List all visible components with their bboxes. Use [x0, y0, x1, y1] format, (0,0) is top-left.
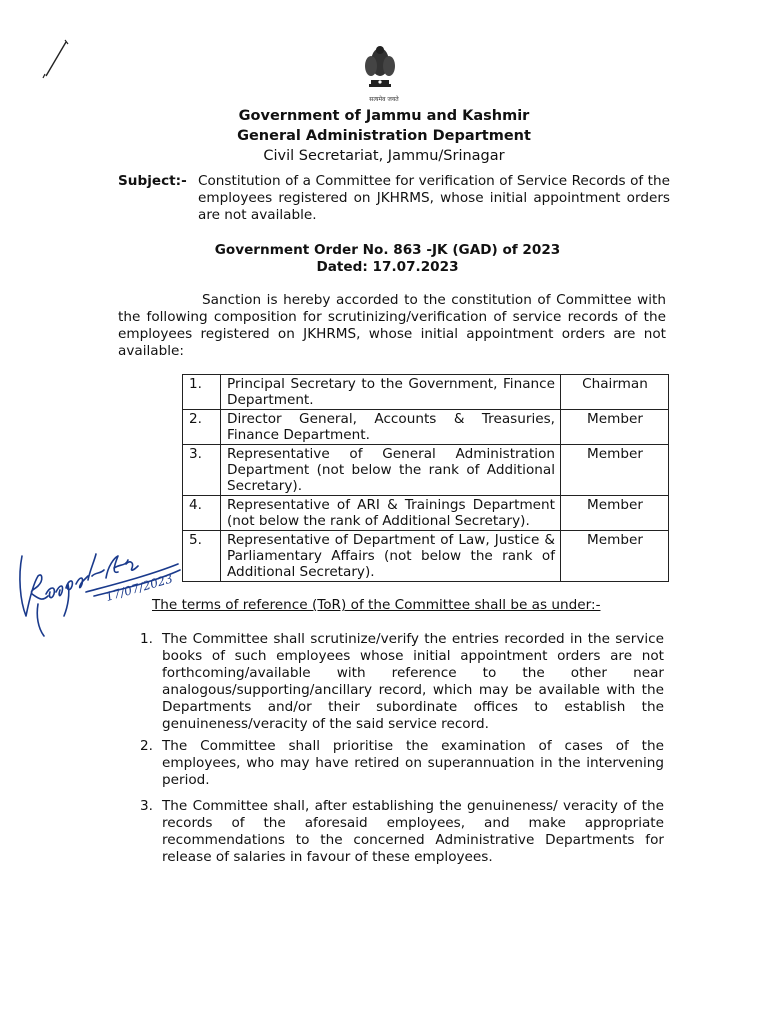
- member-number: 3.: [183, 445, 221, 496]
- member-role: Member: [561, 496, 669, 531]
- table-row: [183, 445, 669, 496]
- term-number: 2.: [140, 738, 153, 754]
- term-text: The Committee shall prioritise the examination of cases of the employees, who may have retired on superannuation in the intervening period.: [162, 738, 664, 788]
- office-location: Civil Secretariat, Jammu/Srinagar: [263, 148, 505, 164]
- subject-text: Constitution of a Committee for verification of Service Records of the employees registered on JKHRMS, whose initial appointment orders are not available.: [198, 173, 670, 223]
- handwritten-tick-mark: [34, 38, 74, 82]
- order-heading: [0, 242, 768, 276]
- member-role: Chairman: [561, 375, 669, 410]
- order-number: Government Order No. 863 -JK (GAD) of 2023: [214, 242, 561, 258]
- table-row: [183, 410, 669, 445]
- term-text: The Committee shall scrutinize/verify the entries recorded in the service books of such employees whose initial appointment orders are not forthcoming/available with reference to the other near analogous/supporting/ancillary record, which may be available with the Departments and/or their subordinate offices to establish the genuineness/veracity of the said service record.: [162, 631, 664, 732]
- tor-heading: [152, 597, 600, 614]
- government-name: Government of Jammu and Kashmir: [238, 108, 530, 124]
- member-description: Director General, Accounts & Treasuries, Finance Department.: [221, 410, 561, 445]
- member-number: 5.: [183, 531, 221, 582]
- subject-label: Subject:-: [118, 173, 187, 189]
- tor-heading-text: The terms of reference (ToR) of the Committee shall be as under: [152, 597, 591, 613]
- member-role: Member: [561, 445, 669, 496]
- member-number: 1.: [183, 375, 221, 410]
- term-number: 1.: [140, 631, 153, 647]
- letterhead: [0, 96, 768, 166]
- term-number: 3.: [140, 798, 153, 814]
- intro-paragraph: [118, 292, 666, 360]
- member-number: 2.: [183, 410, 221, 445]
- intro-paragraph-text: Sanction is hereby accorded to the constitution of Committee with the following composition for scrutinizing/verification of service records of the employees registered on JKHRMS, whose initial appointment orders are not available:: [118, 292, 666, 359]
- committee-table: [182, 374, 669, 582]
- table-row: [183, 531, 669, 582]
- national-emblem-icon: [357, 42, 403, 94]
- member-number: 4.: [183, 496, 221, 531]
- member-role: Member: [561, 410, 669, 445]
- member-role: Member: [561, 531, 669, 582]
- member-description: Principal Secretary to the Government, Finance Department.: [221, 375, 561, 410]
- member-description: Representative of Department of Law, Justice & Parliamentary Affairs (not below the rank of Additional Secretary).: [221, 531, 561, 582]
- term-text: The Committee shall, after establishing the genuineness/ veracity of the records of the aforesaid employees, and make appropriate recommendations to the concerned Administrative Departments for release of salaries in favour of these employees.: [162, 798, 664, 865]
- table-row: [183, 496, 669, 531]
- emblem-caption: सत्यमेव जयते: [369, 96, 399, 103]
- table-row: [183, 375, 669, 410]
- signature-date: 17/07/2023: [103, 571, 175, 605]
- tor-heading-suffix: :-: [590, 597, 601, 613]
- member-description: Representative of ARI & Trainings Department (not below the rank of Additional Secretary).: [221, 496, 561, 531]
- member-description: Representative of General Administration Department (not below the rank of Additional Secretary).: [221, 445, 561, 496]
- order-date: Dated: 17.07.2023: [316, 259, 459, 275]
- department-name: General Administration Department: [237, 128, 531, 144]
